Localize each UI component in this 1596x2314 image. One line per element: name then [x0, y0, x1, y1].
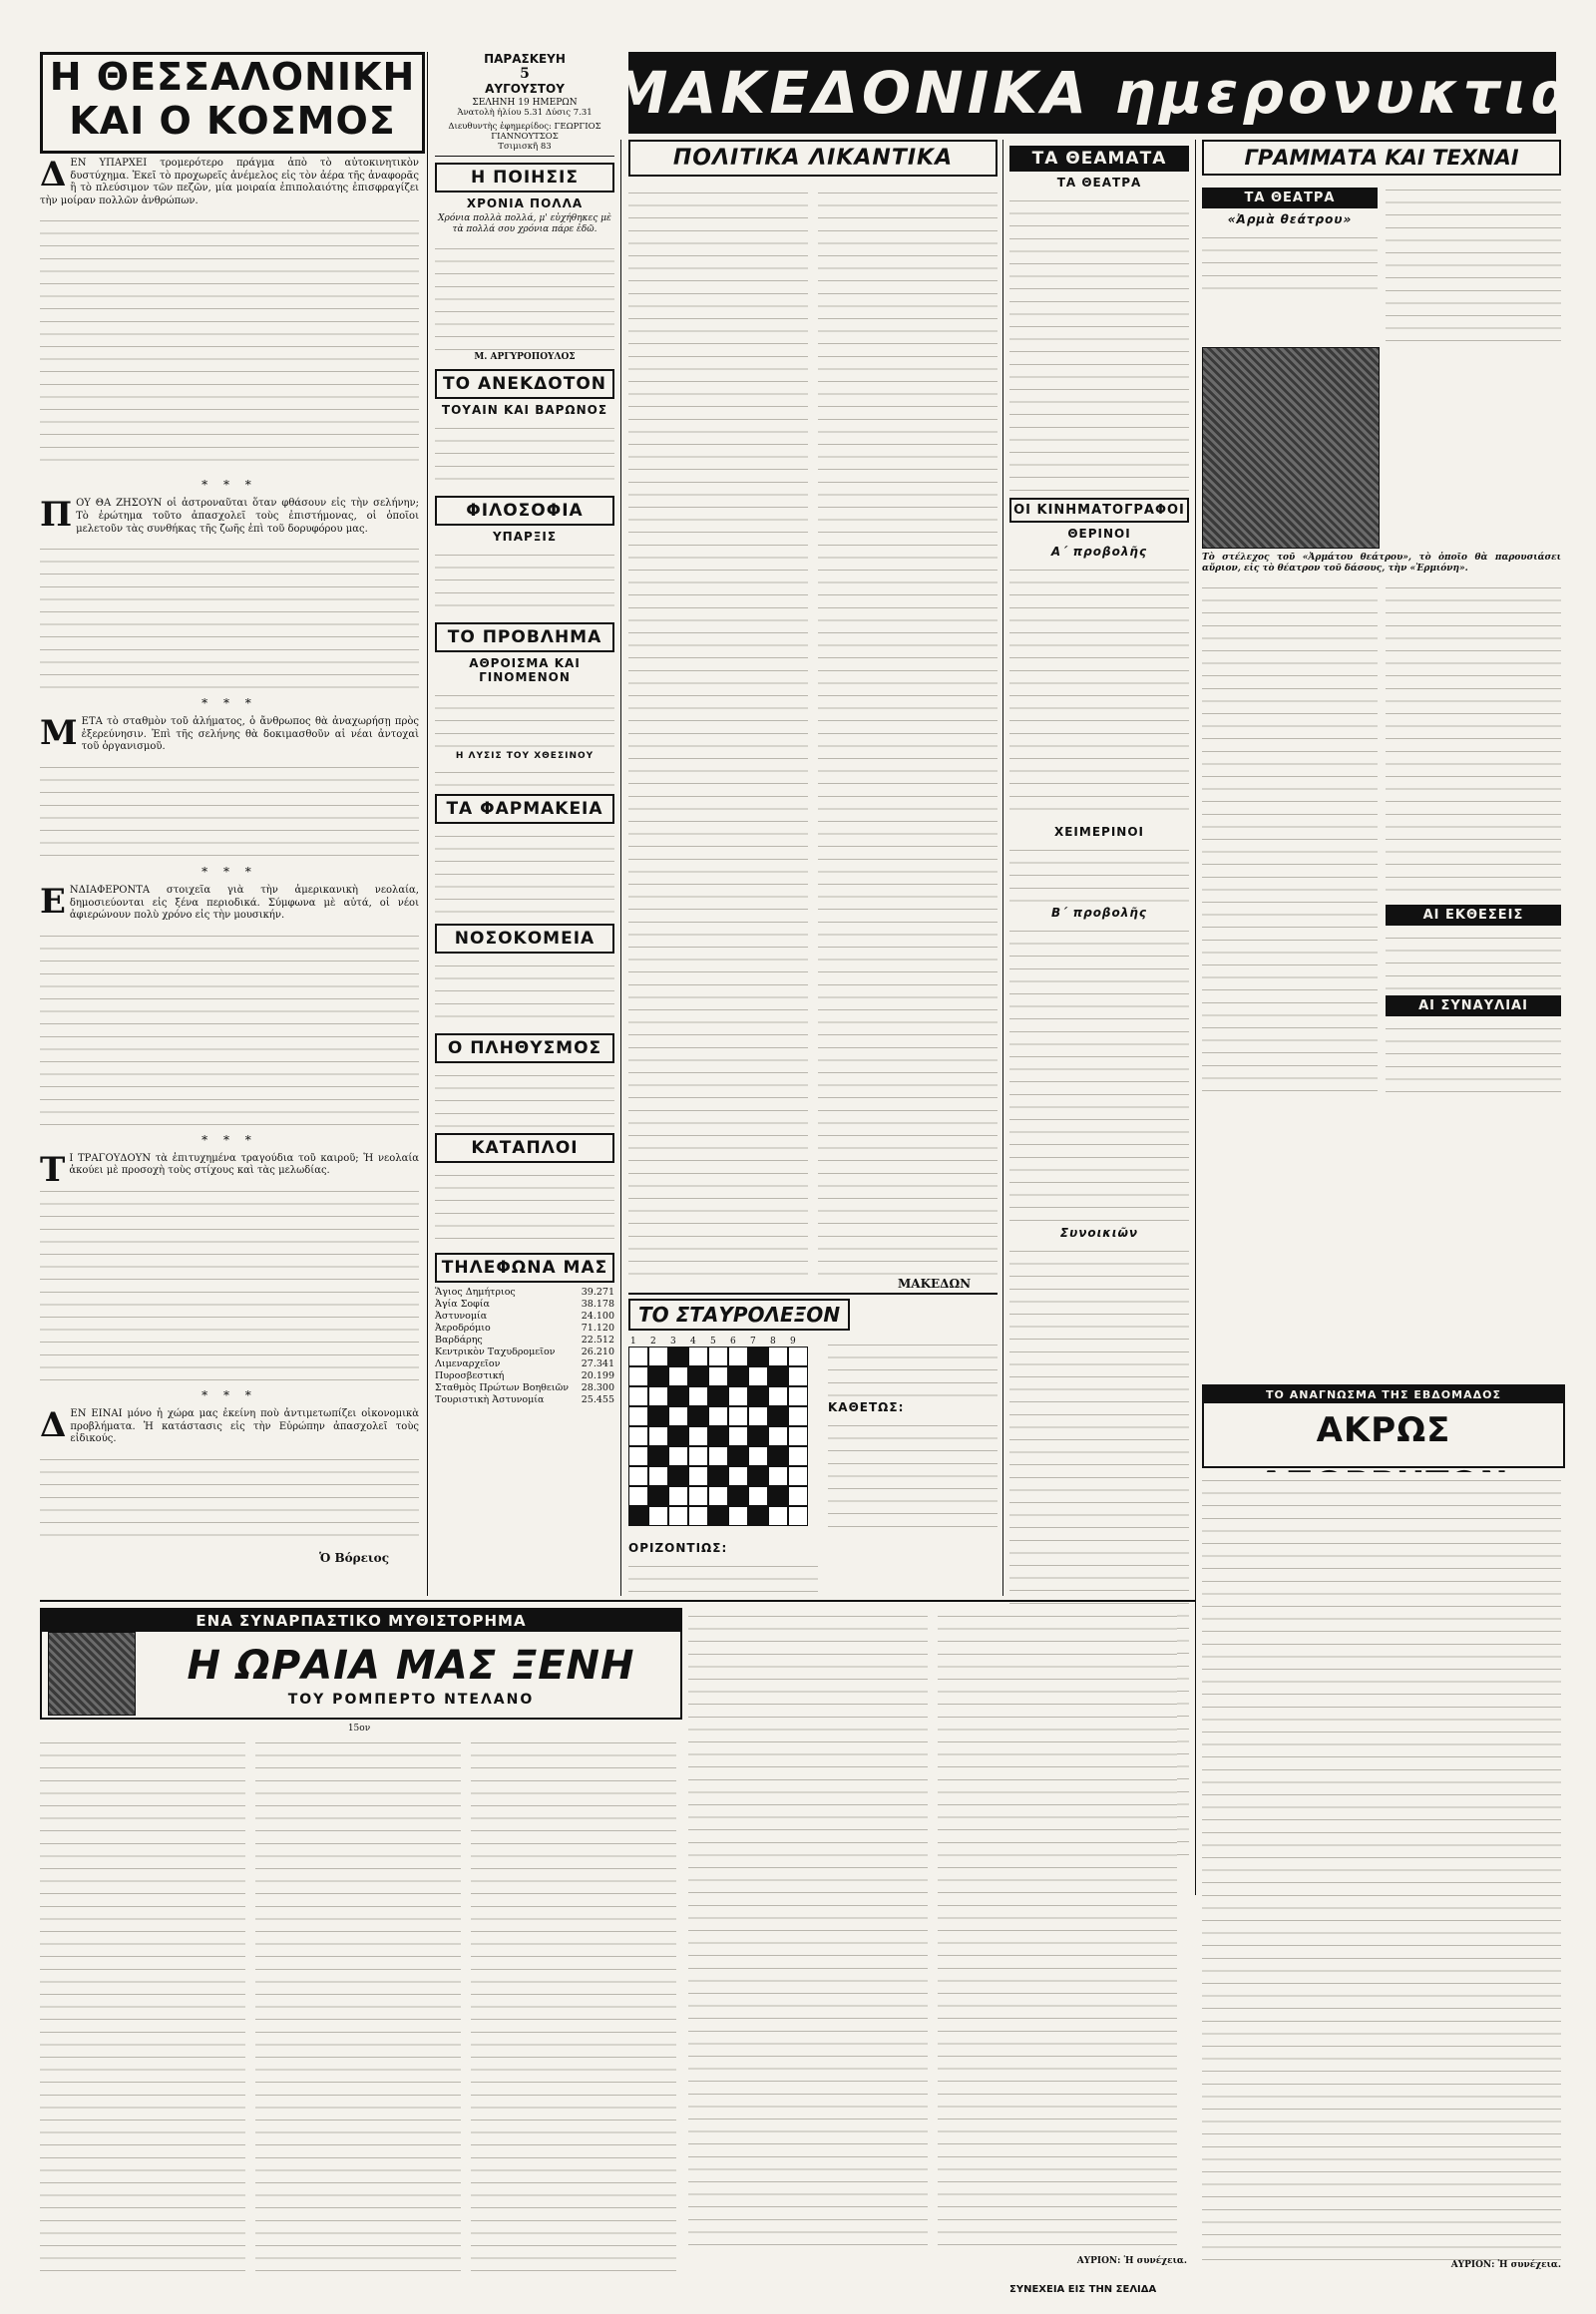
- phone-number: 22.512: [581, 1335, 614, 1346]
- crossword-cell: [708, 1406, 728, 1426]
- crossword-number: 6: [730, 1337, 736, 1347]
- phones-heading: ΤΗΛΕΦΩΝΑ ΜΑΣ: [435, 1253, 614, 1283]
- crossword-cell: [668, 1506, 688, 1526]
- crossword-cell: [628, 1446, 648, 1466]
- crossword-cell: [728, 1347, 748, 1366]
- phone-name: Πυροσβεστική: [435, 1370, 505, 1381]
- crossword-cell: [748, 1486, 768, 1506]
- arts-theatre-intro: [1202, 229, 1378, 289]
- crossword-cell: [628, 1426, 648, 1446]
- arrivals-body: [435, 1167, 614, 1247]
- phone-name: Ἅγιος Δημήτριος: [435, 1287, 516, 1298]
- politics-section: [628, 140, 998, 1287]
- crossword-cell: [648, 1366, 668, 1386]
- crossword-down-heading: ΚΑΘΕΤΩΣ:: [828, 1400, 905, 1414]
- exhibitions-body: [1386, 930, 1561, 989]
- crossword-cell: [728, 1446, 748, 1466]
- problem-solution-body: [435, 764, 614, 788]
- phone-row: [435, 1347, 614, 1358]
- left-body-text-4: [40, 928, 419, 1127]
- crossword-cell: [688, 1486, 708, 1506]
- crossword-cell: [748, 1347, 768, 1366]
- crossword-across-clues: [628, 1558, 818, 1598]
- crossword-cell: [708, 1446, 728, 1466]
- left-paragraph-3: ΜΕΤΑ τὸ σταθμὸν τοῦ ἀλήματος, ὁ ἄνθρωπος θὰ ἀναχωρήσῃ πρὸς ἐξερεύνησιν. Ἐπὶ τῆς σελήνης θὰ δοκιμασθοῦν αἱ νέαι ἀντοχαὶ τοῦ ὀργανισμοῦ.: [40, 713, 419, 754]
- phone-name: Κεντρικὸν Ταχυδρομεῖον: [435, 1347, 556, 1357]
- concerts-heading: ΑΙ ΣΥΝΑΥΛΙΑΙ: [1386, 995, 1561, 1016]
- crossword-cell: [648, 1347, 668, 1366]
- crossword-cell: [748, 1426, 768, 1446]
- phone-row: [435, 1335, 614, 1347]
- weekly-text: [1202, 1472, 1561, 2260]
- crossword-number: 9: [790, 1337, 796, 1347]
- left-headline-1: Η ΘΕΣΣΑΛΟΝΙΚΗ: [49, 55, 416, 99]
- crossword-cell: [788, 1506, 808, 1526]
- left-body-text-5: [40, 1183, 419, 1382]
- problem-body: [435, 687, 614, 747]
- weekly-kicker: ΤΟ ΑΝΑΓΝΩΣΜΑ ΤΗΣ ΕΒΔΟΜΑΔΟΣ: [1204, 1386, 1563, 1403]
- separator-stars: * * *: [201, 1387, 257, 1402]
- crossword-cell: [748, 1386, 768, 1406]
- phones-list: [435, 1287, 614, 1406]
- phone-name: Ἀστυνομία: [435, 1311, 488, 1322]
- anecdote-title: ΤΟΥΑΙΝ ΚΑΙ ΒΑΡΩΝΟΣ: [441, 403, 608, 417]
- phone-row: [435, 1299, 614, 1311]
- theatres-listing: [1009, 193, 1189, 492]
- serial-kicker: ΕΝΑ ΣΥΝΑΡΠΑΣΤΙΚΟ ΜΥΘΙΣΤΟΡΗΜΑ: [42, 1610, 680, 1632]
- crossword-across-heading: ΟΡΙΖΟΝΤΙΩΣ:: [628, 1541, 728, 1555]
- concerts-body: [1386, 1020, 1561, 1100]
- crossword-grid: [628, 1347, 818, 1526]
- crossword-cell: [768, 1386, 788, 1406]
- crossword-cell: [648, 1466, 668, 1486]
- date-number: 5: [520, 66, 530, 82]
- crossword-cell: [668, 1486, 688, 1506]
- politics-column-1: [628, 185, 808, 1282]
- anecdote-body: [435, 420, 614, 490]
- separator-stars: * * *: [201, 696, 257, 711]
- crossword-number: 3: [670, 1337, 676, 1347]
- weekly-body: [1202, 1472, 1561, 2280]
- left-paragraph-1: ΔΕΝ ΥΠΑΡΧΕΙ τρομερότερο πράγμα ἀπὸ τὸ αὐτοκινητικὸν δυστύχημα. Ἐκεῖ τὸ προχωρεῖς ἀνέμελος εἰς τὸν ἀέρα τῆς ἀναφορᾶς ἢ τὸ πλεύσιμον τῶν πεζῶν, μία μοιραία ἐπιπολαιότης ἐπισφραγίζει τὴν μοίραν πολλῶν ἀνθρώπων.: [40, 155, 419, 206]
- crossword-column-numbers: [628, 1337, 818, 1347]
- phone-number: 20.199: [581, 1370, 614, 1381]
- crossword-cell: [788, 1446, 808, 1466]
- crossword-cell: [708, 1386, 728, 1406]
- serial-column-3: [471, 1735, 676, 2273]
- anecdote-heading: ΤΟ ΑΝΕΚΔΟΤΟΝ: [435, 369, 614, 399]
- weekly-continued: ΑΥΡΙΟΝ: Ἡ συνέχεια.: [1450, 2260, 1561, 2270]
- crossword-heading: ΤΟ ΣΤΑΥΡΟΛΕΞΟΝ: [628, 1299, 850, 1331]
- serial-author: ΤΟΥ ΡΟΜΠΕΡΤΟ ΝΤΕΛΑΝΟ: [287, 1692, 535, 1708]
- left-paragraph-4: ΕΝΔΙΑΦΕΡΟΝΤΑ στοιχεῖα γιὰ τὴν ἀμερικανικὴ νεολαία, δημοσιεύονται εἰς ξένα περιοδικά. Σύμφωνα μὲ αὐτά, οἱ νέοι ἀφιερώνουν πολὺ χρόνο εἰς τὴν μουσικήν.: [40, 881, 419, 922]
- masthead-title: ΜΑΚΕΔΟΝΙΚΑ ημερονυκτια: [609, 59, 1575, 127]
- phone-name: Ἀεροδρόμιο: [435, 1323, 491, 1334]
- crossword-cell: [788, 1426, 808, 1446]
- crossword-number: 1: [630, 1337, 636, 1347]
- poem-body: [435, 240, 614, 350]
- suburbs-heading: Συνοικιῶν: [1059, 1226, 1139, 1240]
- left-headline-2: ΚΑΙ Ο ΚΟΣΜΟΣ: [69, 99, 396, 143]
- phone-name: Σταθμὸς Πρώτων Βοηθειῶν: [435, 1382, 570, 1393]
- crossword-cell: [748, 1366, 768, 1386]
- first-run-heading: Α΄ προβολῆς: [1050, 545, 1148, 559]
- crossword-cell: [688, 1426, 708, 1446]
- first-run-listing: [1009, 562, 1189, 821]
- left-paragraph-6: ΔΕΝ ΕΙΝΑΙ μόνο ἡ χώρα μας ἐκείνη ποὺ ἀντιμετωπίζει οἰκονομικὰ προβλήματα. Ἡ κατάστασις εἰς τὴν Εὐρώπην ἀπασχολεῖ τοὺς εἰδικούς.: [40, 1404, 419, 1445]
- crossword-down-clues: [828, 1417, 998, 1537]
- summer-cinemas-heading: ΘΕΡΙΝΟΙ: [1067, 527, 1131, 541]
- crossword-cell: [648, 1446, 668, 1466]
- philosophy-body: [435, 547, 614, 616]
- crossword-cell: [728, 1466, 748, 1486]
- crossword-cell: [668, 1347, 688, 1366]
- phone-row: [435, 1287, 614, 1299]
- politics-column-2: [818, 185, 998, 1282]
- crossword-cell: [748, 1466, 768, 1486]
- crossword-cell: [708, 1426, 728, 1446]
- crossword-cell: [728, 1506, 748, 1526]
- crossword-cell: [668, 1386, 688, 1406]
- left-body-text-1: [40, 212, 419, 472]
- problem-solution-title: Η ΛΥΣΙΣ ΤΟΥ ΧΘΕΣΙΝΟΥ: [455, 751, 595, 761]
- left-body-text-3: [40, 759, 419, 859]
- crossword-cell: [768, 1466, 788, 1486]
- crossword-cell: [748, 1506, 768, 1526]
- philosophy-heading: ΦΙΛΟΣΟΦΙΑ: [435, 496, 614, 526]
- crossword-cell: [668, 1406, 688, 1426]
- photo-caption: Τὸ στέλεχος τοῦ «Ἀρμάτου θεάτρου», τὸ ὁποῖο θὰ παρουσιάσει αὔριον, εἰς τὸ θέατρον τοῦ δάσους, τὴν «Ἐρμιόνη».: [1202, 553, 1561, 574]
- phone-row: [435, 1311, 614, 1323]
- crossword-clues-top: [828, 1337, 998, 1396]
- serial-column-1: [40, 1735, 245, 2273]
- masthead-banner: [609, 52, 1575, 134]
- date-day: ΠΑΡΑΣΚΕΥΗ: [484, 52, 566, 66]
- crossword-cell: [648, 1406, 668, 1426]
- separator-stars: * * *: [201, 1132, 257, 1147]
- phone-row: [435, 1323, 614, 1335]
- crossword-cell: [628, 1406, 648, 1426]
- separator-stars: * * *: [201, 478, 257, 493]
- second-run-listing: [1009, 923, 1189, 1222]
- second-run-heading: Β΄ προβολῆς: [1050, 906, 1148, 920]
- serial-continued: ΑΥΡΙΟΝ: Ἡ συνέχεια.: [1076, 2256, 1187, 2266]
- crossword-cell: [768, 1446, 788, 1466]
- crossword-cell: [708, 1466, 728, 1486]
- phone-number: 27.341: [581, 1358, 614, 1369]
- left-headline-box: [40, 52, 425, 154]
- serial-column-5: [938, 1608, 1177, 2256]
- crossword-cell: [748, 1446, 768, 1466]
- crossword-cell: [688, 1406, 708, 1426]
- crossword-cell: [648, 1506, 668, 1526]
- crossword-cell: [628, 1506, 648, 1526]
- crossword-cell: [788, 1406, 808, 1426]
- left-paragraph-5: ΤΙ ΤΡΑΓΟΥΔΟΥΝ τὰ ἐπιτυχημένα τραγούδια τοῦ καιροῦ; Ἡ νεολαία ἀκούει μὲ προσοχὴ τοὺς στίχους καὶ τὰς μελωδίας.: [40, 1149, 419, 1190]
- crossword-cell: [628, 1386, 648, 1406]
- crossword-number: 7: [750, 1337, 756, 1347]
- population-heading: Ο ΠΛΗΘΥΣΜΟΣ: [435, 1033, 614, 1063]
- crossword-cell: [688, 1366, 708, 1386]
- arts-column-2: [1386, 182, 1561, 341]
- info-column: [435, 52, 614, 1596]
- crossword-cell: [668, 1366, 688, 1386]
- left-paragraph-2: ΠΟΥ ΘΑ ΖΗΣΟΥΝ οἱ ἀστροναῦται ὅταν φθάσουν εἰς τὴν σελήνην; Τὸ ἐρώτημα τοῦτο ἀπασχολεῖ τοὺς ἐπιστήμονας, οἱ ὁποῖοι μελετοῦν τὰς συνθήκας τῆς ζωῆς ἐπὶ τοῦ δορυφόρου μας.: [40, 495, 419, 536]
- crossword-cell: [708, 1486, 728, 1506]
- crossword-cell: [668, 1466, 688, 1486]
- left-body-text-2: [40, 541, 419, 690]
- left-article: [40, 155, 419, 1594]
- phone-number: 39.271: [581, 1287, 614, 1298]
- crossword-number: 4: [690, 1337, 696, 1347]
- crossword-cell: [688, 1446, 708, 1466]
- serial-column-4: [688, 1608, 928, 2256]
- crossword-cell: [668, 1446, 688, 1466]
- politics-signature: ΜΑΚΕΔΩΝ: [898, 1277, 972, 1291]
- problem-title: ΑΘΡΟΙΣΜΑ ΚΑΙ ΓΙΝΟΜΕΝΟΝ: [469, 656, 581, 684]
- crossword-cell: [788, 1386, 808, 1406]
- arts-column-3: [1202, 579, 1378, 1098]
- crossword-cell: [628, 1347, 648, 1366]
- philosophy-title: ΥΠΑΡΞΙΣ: [492, 530, 558, 544]
- phone-number: 26.210: [581, 1347, 614, 1357]
- phone-number: 38.178: [581, 1299, 614, 1310]
- phone-name: Βαρδάρης: [435, 1335, 483, 1346]
- crossword-cell: [708, 1366, 728, 1386]
- sun-info: Ἀνατολὴ ἡλίου 5.31 Δύσις 7.31: [457, 108, 593, 118]
- crossword-cell: [768, 1506, 788, 1526]
- crossword-cell: [688, 1506, 708, 1526]
- crossword-number: 5: [710, 1337, 716, 1347]
- moon-info: ΣΕΛΗΝΗ 19 ΗΜΕΡΩΝ: [472, 98, 578, 108]
- serial-body-right: [688, 1608, 1187, 2282]
- crossword-cell: [648, 1386, 668, 1406]
- crossword-cell: [628, 1366, 648, 1386]
- phone-row: [435, 1394, 614, 1406]
- director: Διευθυντὴς ἐφημερίδος: ΓΕΩΡΓΙΟΣ ΓΙΑΝΝΟΥΤΣΟΣ: [448, 122, 601, 142]
- crossword-cell: [768, 1486, 788, 1506]
- serial-chapter: 15ον: [347, 1724, 371, 1734]
- arts-section: [1202, 140, 1561, 1376]
- serial-body: [40, 1724, 678, 2282]
- crossword-cell: [728, 1486, 748, 1506]
- weekly-banner: [1202, 1384, 1565, 1468]
- crossword-cell: [728, 1426, 748, 1446]
- crossword-number: 8: [770, 1337, 776, 1347]
- arts-heading: ΓΡΑΜΜΑΤΑ ΚΑΙ ΤΕΧΝΑΙ: [1202, 140, 1561, 176]
- phone-number: 28.300: [581, 1382, 614, 1393]
- crossword-cell: [768, 1426, 788, 1446]
- hospitals-body: [435, 958, 614, 1027]
- crossword-cell: [628, 1466, 648, 1486]
- phone-name: Λιμεναρχεῖον: [435, 1358, 501, 1369]
- left-signature: Ὁ Βόρειος: [319, 1550, 389, 1565]
- crossword-cell: [628, 1486, 648, 1506]
- pharmacies-heading: ΤΑ ΦΑΡΜΑΚΕΙΑ: [435, 794, 614, 824]
- theatres-subheading: ΤΑ ΘΕΑΤΡΑ: [1056, 176, 1142, 190]
- spectacles-heading: ΤΑ ΘΕΑΜΑΤΑ: [1009, 146, 1189, 172]
- weekly-title: ΑΚΡΩΣ: [1316, 1410, 1451, 1450]
- winter-cinemas-heading: ΧΕΙΜΕΡΙΝΟΙ: [1053, 825, 1145, 839]
- serial-banner: [40, 1608, 682, 1720]
- crossword-number: 2: [650, 1337, 656, 1347]
- crossword-cell: [708, 1506, 728, 1526]
- crossword-cell: [648, 1426, 668, 1446]
- cinemas-heading: ΟΙ ΚΙΝΗΜΑΤΟΓΡΑΦΟΙ: [1009, 498, 1189, 523]
- crossword-cell: [788, 1347, 808, 1366]
- poetry-heading: Η ΠΟΙΗΣΙΣ: [435, 163, 614, 193]
- crossword-cell: [768, 1347, 788, 1366]
- politics-heading: ΠΟΛΙΤΙΚΑ ΛΙΚΑΝΤΙΚΑ: [628, 140, 998, 177]
- crossword-cell: [728, 1406, 748, 1426]
- crossword-cell: [788, 1486, 808, 1506]
- crossword-cell: [768, 1366, 788, 1386]
- hospitals-heading: ΝΟΣΟΚΟΜΕΙΑ: [435, 924, 614, 954]
- winter-cinemas-listing: [1009, 842, 1189, 902]
- crossword-section: [628, 1299, 998, 1594]
- phone-number: 24.100: [581, 1311, 614, 1322]
- arts-column-4: [1386, 579, 1561, 899]
- address: Τσιμισκῆ 83: [498, 142, 552, 152]
- serial-title: Η ΩΡΑΙΑ ΜΑΣ ΞΕΝΗ: [187, 1643, 635, 1689]
- crossword-cell: [728, 1386, 748, 1406]
- theatre-troupe-photo: [1202, 347, 1380, 549]
- phone-row: [435, 1358, 614, 1370]
- crossword-cell: [648, 1486, 668, 1506]
- crossword-cell: [668, 1426, 688, 1446]
- serial-illustration: [48, 1632, 136, 1716]
- poem-author: Μ. ΑΡΓΥΡΟΠΟΥΛΟΣ: [474, 352, 576, 362]
- left-body-text-6: [40, 1451, 419, 1547]
- problem-heading: ΤΟ ΠΡΟΒΛΗΜΑ: [435, 622, 614, 652]
- crossword-cell: [768, 1406, 788, 1426]
- phone-row: [435, 1382, 614, 1394]
- date-month: ΑΥΓΟΥΣΤΟΥ: [485, 82, 565, 96]
- phone-number: 25.455: [581, 1394, 614, 1405]
- footer-continued: ΣΥΝΕΧΕΙΑ ΕΙΣ ΤΗΝ ΣΕΛΙΔΑ: [1009, 2284, 1157, 2295]
- phone-name: Τουριστικὴ Ἀστυνομία: [435, 1394, 545, 1405]
- crossword-cell: [788, 1366, 808, 1386]
- crossword-cell: [688, 1386, 708, 1406]
- serial-column-2: [255, 1735, 461, 2273]
- poem-title: ΧΡΟΝΙΑ ΠΟΛΛΑ: [466, 196, 584, 210]
- crossword-cell: [728, 1366, 748, 1386]
- crossword-cell: [688, 1347, 708, 1366]
- crossword-cell: [748, 1406, 768, 1426]
- phone-row: [435, 1370, 614, 1382]
- poem-verse: Χρόνια πολλὰ πολλά, μ' εὐχήθηκες μὲ τὰ πολλά σου χρόνια πάρε ἐδῶ.: [438, 213, 611, 234]
- phone-name: Ἀγία Σοφία: [435, 1299, 490, 1310]
- crossword-cell: [788, 1466, 808, 1486]
- population-body: [435, 1067, 614, 1127]
- pharmacies-body: [435, 828, 614, 918]
- arts-theatre-item: «Ἀρμὰ θεάτρου»: [1227, 212, 1353, 226]
- exhibitions-heading: ΑΙ ΕΚΘΕΣΕΙΣ: [1386, 905, 1561, 926]
- crossword-cell: [688, 1466, 708, 1486]
- arts-theatre-heading: ΤΑ ΘΕΑΤΡΑ: [1202, 188, 1378, 208]
- crossword-cell: [708, 1347, 728, 1366]
- arrivals-heading: ΚΑΤΑΠΛΟΙ: [435, 1133, 614, 1163]
- separator-stars: * * *: [201, 864, 257, 879]
- date-box: [435, 52, 614, 157]
- phone-number: 71.120: [581, 1323, 614, 1334]
